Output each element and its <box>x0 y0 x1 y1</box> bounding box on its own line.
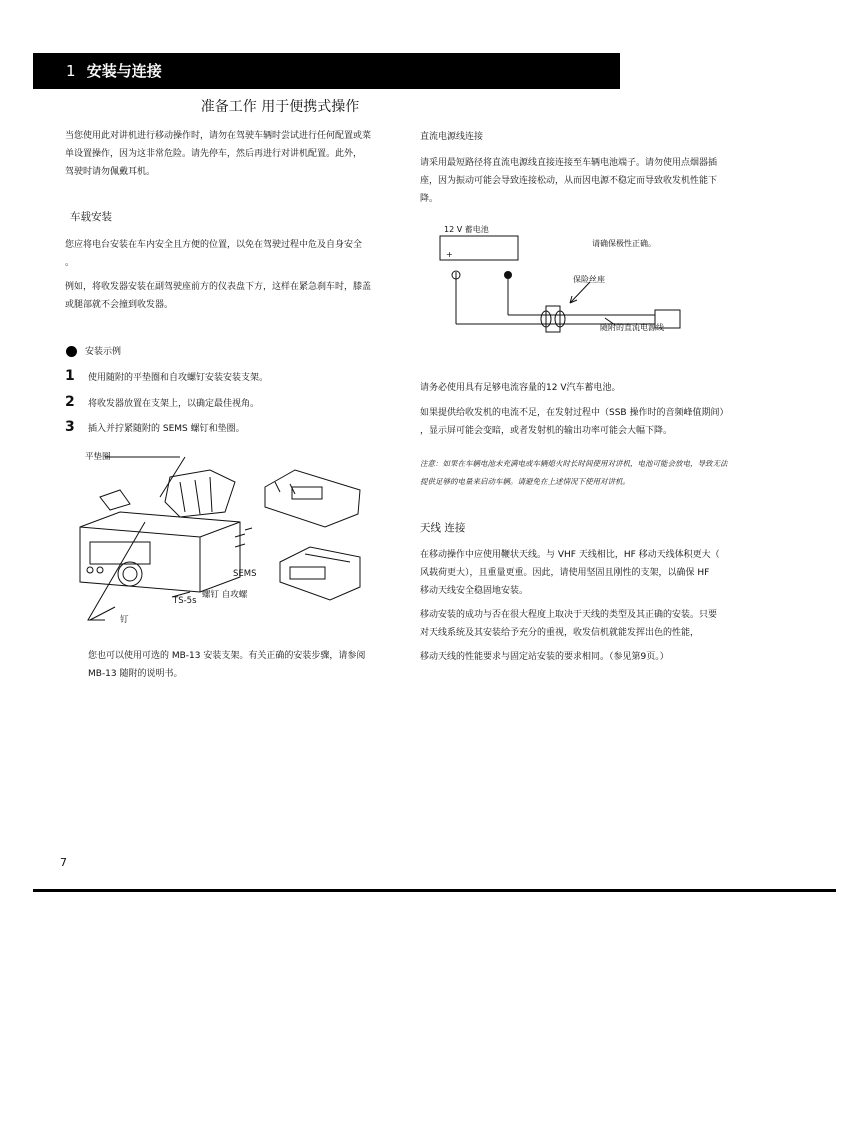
antenna-line: 风载荷更大），且重量更重。因此，请使用坚固且刚性的支架，以确保 HF <box>420 568 710 578</box>
vehicle-line: 或腿部就不会撞到收发器。 <box>65 300 174 310</box>
intro-paragraph <box>65 127 395 181</box>
current-paragraph <box>420 404 750 440</box>
step-number: 1 <box>65 368 75 384</box>
antenna-heading: 天线 连接 <box>420 522 466 534</box>
antenna-line: 对天线系统及其安装给予充分的重视，收发信机就能发挥出色的性能， <box>420 628 700 638</box>
cable-label: 随附的直流电源线 <box>600 323 664 332</box>
polarity-label: 请确保极性正确。 <box>592 239 656 248</box>
figure-label: SEMS <box>233 569 257 579</box>
section-title: 安装与连接 <box>86 62 162 80</box>
figure-label: 平垫圈 <box>85 452 111 462</box>
plus-label: + <box>446 250 453 259</box>
caution-line: 注意：如果在车辆电池未充满电或车辆熄火时长时间使用对讲机，电池可能会放电，导致无法 <box>420 459 728 468</box>
current-line: ，显示屏可能会变暗，或者发射机的输出功率可能会大幅下降。 <box>420 426 673 436</box>
step-text: 将收发器放置在支架上，以确定最佳视角。 <box>88 399 260 409</box>
section-number: 1 <box>66 62 76 80</box>
step-number: 3 <box>65 419 75 435</box>
fuse-holder <box>546 306 560 332</box>
antenna-line: 移动安装的成功与否在很大程度上取决于天线的类型及其正确的安装。只要 <box>420 610 718 620</box>
figure-label: TS-5s <box>173 596 197 606</box>
figure-label: 螺钉 自攻螺 <box>202 590 248 600</box>
dc-paragraph <box>420 154 740 208</box>
antenna-line: 在移动操作中应使用鞭状天线。与 VHF 天线相比，HF 移动天线体积更大（ <box>420 550 720 560</box>
section-header <box>33 53 620 89</box>
vehicle-line: 。 <box>65 258 75 268</box>
antenna-line: 移动天线安全稳固地安装。 <box>420 586 529 596</box>
mb13-paragraph <box>88 647 398 683</box>
mb13-line: 您也可以使用可选的 MB-13 安装支架。有关正确的安装步骤，请参阅 <box>88 651 366 661</box>
vehicle-heading: 车载安装 <box>70 211 112 223</box>
intro-line: 当您使用此对讲机进行移动操作时，请勿在驾驶车辆时尝试进行任何配置或菜 <box>65 131 372 141</box>
antenna-paragraph-1 <box>420 546 750 600</box>
antenna-paragraph-2 <box>420 606 750 642</box>
step-text: 插入并拧紧随附的 SEMS 螺钉和垫圈。 <box>88 424 245 434</box>
caution-note <box>420 455 750 491</box>
dc-line: 座，因为振动可能会导致连接松动，从而因电源不稳定而导致收发机性能下 <box>420 176 718 186</box>
battery-label: 12 V 蓄电池 <box>444 225 489 234</box>
vehicle-line: 您应将电台安装在车内安全且方便的位置，以免在驾驶过程中危及自身安全 <box>65 240 363 250</box>
step-text: 使用随附的平垫圈和自攻螺钉安装安装支架。 <box>88 373 269 383</box>
example-heading: 安装示例 <box>85 347 122 357</box>
intro-line: 单设置操作，因为这非常危险。请先停车，然后再进行对讲机配置。此外， <box>65 149 363 159</box>
mb13-line: MB-13 随附的说明书。 <box>88 669 183 679</box>
step-number: 2 <box>65 394 75 410</box>
footer-rule <box>33 889 836 892</box>
intro-line: 驾驶时请勿佩戴耳机。 <box>65 167 156 177</box>
page-number: 7 <box>60 856 67 869</box>
antenna-paragraph-3: 移动天线的性能要求与固定站安装的要求相同。（参见第9页。） <box>420 652 669 662</box>
bullet-icon <box>66 346 77 357</box>
figure-label: 钉 <box>120 615 129 625</box>
installation-illustration <box>60 442 380 627</box>
fuse-label: 保险丝座 <box>573 275 605 284</box>
current-line: 如果提供给收发机的电流不足，在发射过程中（SSB 操作时的音频峰值期间） <box>420 408 729 418</box>
vehicle-paragraph-1 <box>65 236 395 272</box>
battery-note: 请务必使用具有足够电流容量的12 V汽车蓄电池。 <box>420 383 621 393</box>
vehicle-line: 例如，将收发器安装在副驾驶座前方的仪表盘下方，这样在紧急刹车时，膝盖 <box>65 282 372 292</box>
page-subtitle: 准备工作 用于便携式操作 <box>200 99 360 115</box>
dc-heading: 直流电源线连接 <box>420 132 484 142</box>
battery-wiring-diagram <box>430 220 690 340</box>
caution-line: 提供足够的电量来启动车辆。请避免在上述情况下使用对讲机。 <box>420 477 630 486</box>
dc-line: 请采用最短路径将直流电源线直接连接至车辆电池端子。请勿使用点烟器插 <box>420 158 718 168</box>
vehicle-paragraph-2 <box>65 278 395 314</box>
dc-line: 降。 <box>420 194 439 204</box>
